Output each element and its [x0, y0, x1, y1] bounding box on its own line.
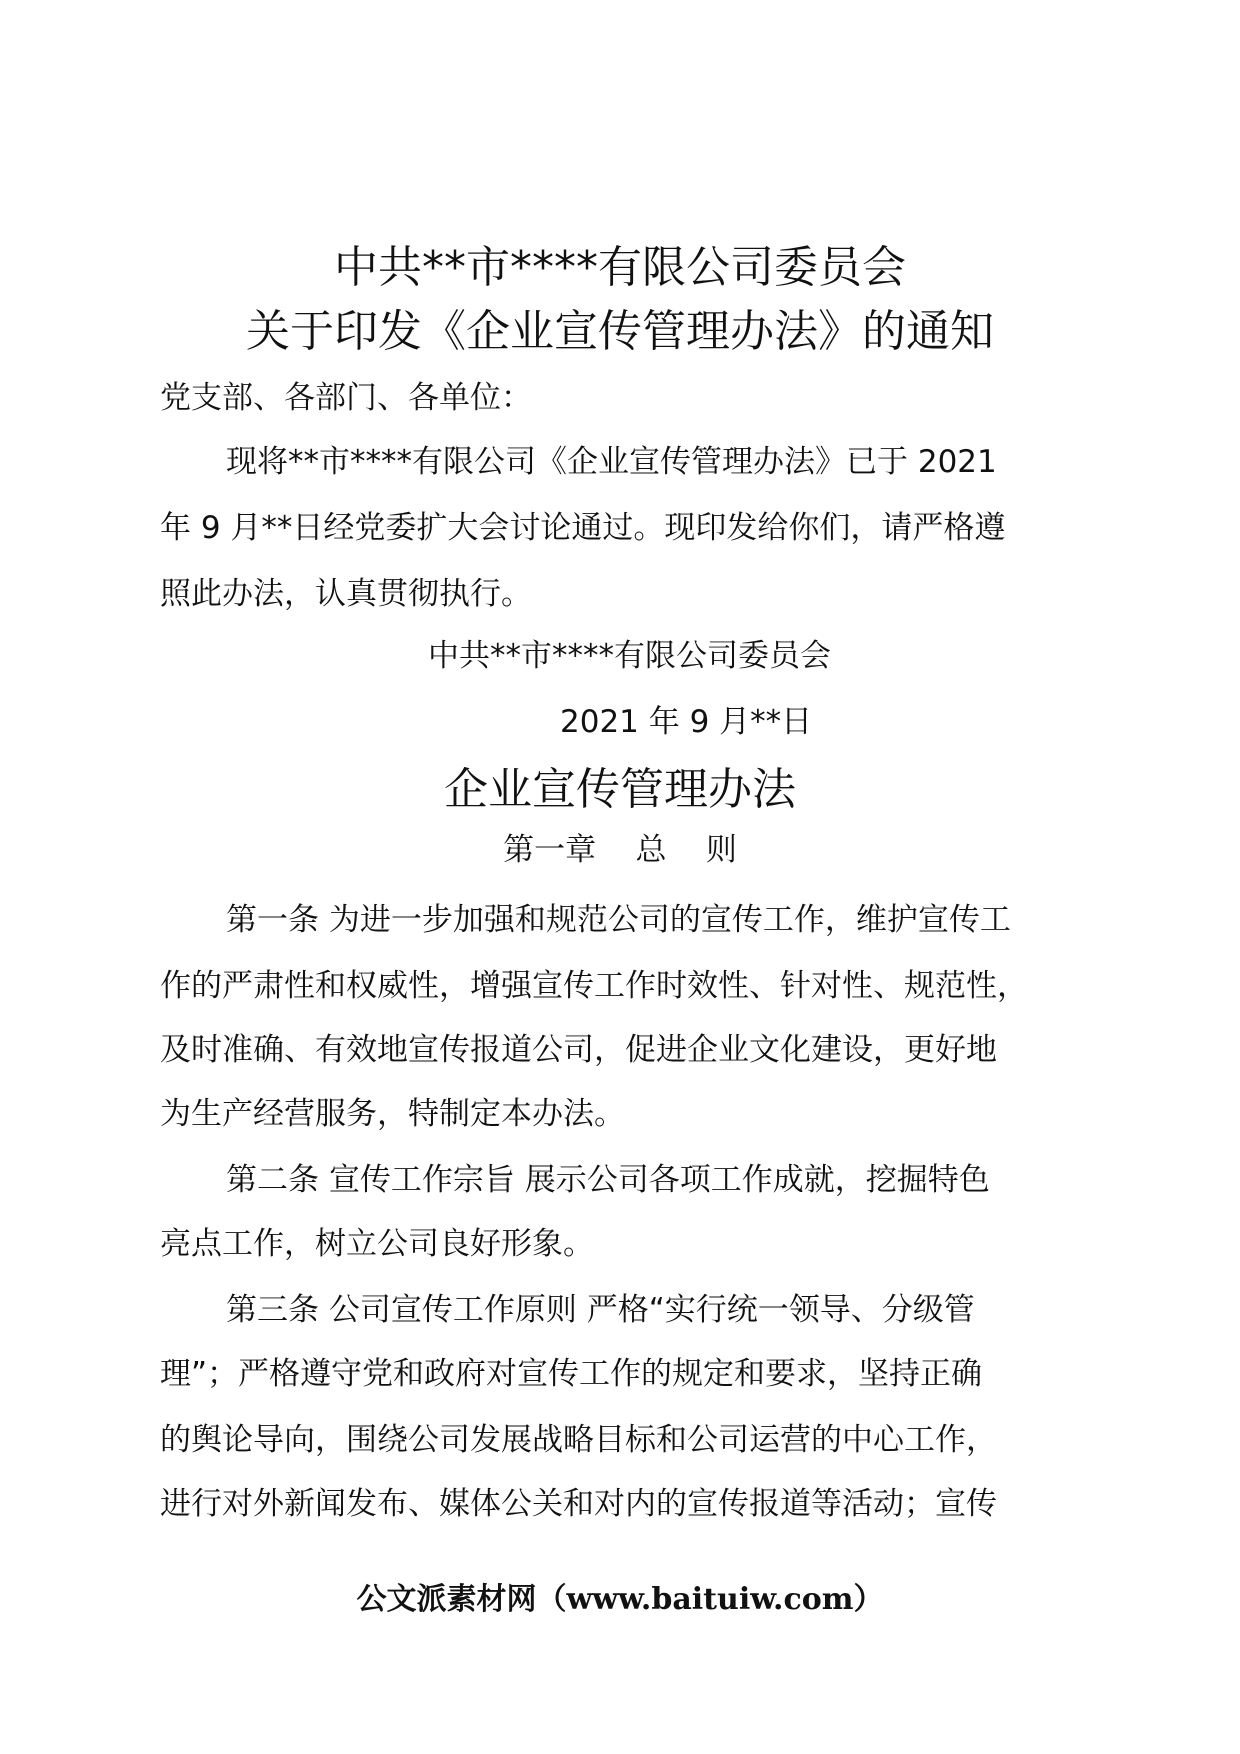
notice-title-line2: 关于印发《企业宣传管理办法》的通知: [246, 306, 994, 357]
notice-title-line1: 中共**市****有限公司委员会: [334, 242, 906, 293]
article1-line: 及时准确、有效地宣传报道公司，促进企业文化建设，更好地: [160, 1032, 997, 1068]
article3-line: 理”；严格遵守党和政府对宣传工作的规定和要求，坚持正确: [160, 1356, 983, 1392]
article2-line: 亮点工作，树立公司良好形象。: [160, 1226, 594, 1262]
signature-date: 2021 年 9 月**日: [560, 704, 813, 740]
notice-body-line: 年 9 月**日经党委扩大会讨论通过。现印发给你们，请严格遵: [160, 510, 1006, 546]
article3-line: 进行对外新闻发布、媒体公关和对内的宣传报道等活动；宣传: [160, 1486, 997, 1522]
article1-line: 作的严肃性和权威性，增强宣传工作时效性、针对性、规范性，: [160, 968, 1028, 1004]
footer-watermark: 公文派素材网（www.baituiw.com）: [356, 1582, 884, 1617]
article3-line: 的舆论导向，围绕公司发展战略目标和公司运营的中心工作，: [160, 1422, 997, 1458]
article3-line: 第三条 公司宣传工作原则 严格“实行统一领导、分级管: [226, 1292, 975, 1328]
article2-line: 第二条 宣传工作宗旨 展示公司各项工作成就，挖掘特色: [226, 1162, 990, 1198]
salutation: 党支部、各部门、各单位：: [160, 380, 532, 416]
article1-line: 第一条 为进一步加强和规范公司的宣传工作，维护宣传工: [226, 902, 1011, 938]
notice-body-line: 照此办法，认真贯彻执行。: [160, 576, 532, 612]
signature-org: 中共**市****有限公司委员会: [428, 638, 831, 674]
article1-line: 为生产经营服务，特制定本办法。: [160, 1096, 625, 1132]
chapter-heading: 第一章 总 则: [503, 832, 737, 868]
measures-title: 企业宣传管理办法: [444, 764, 796, 815]
notice-body-line: 现将**市****有限公司《企业宣传管理办法》已于 2021: [226, 444, 997, 480]
